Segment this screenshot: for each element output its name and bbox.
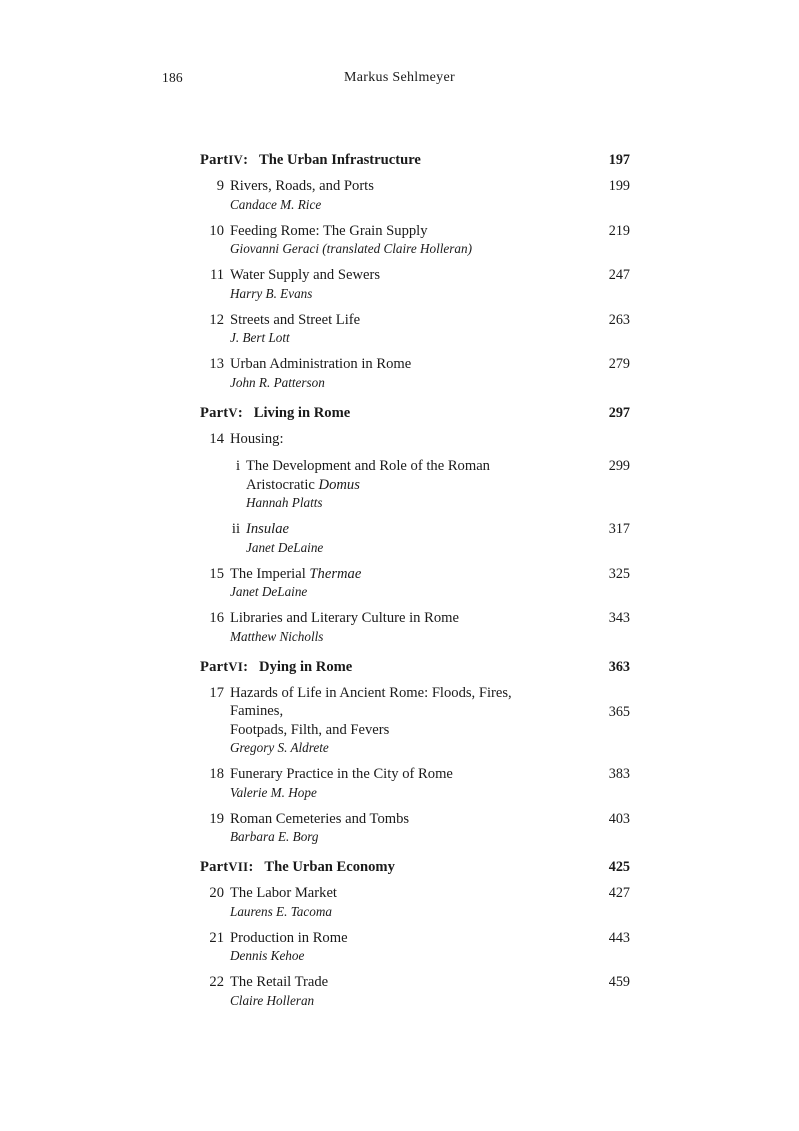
toc-part-heading <box>200 659 630 676</box>
chapter-page-number: 199 <box>608 178 630 194</box>
toc-entry <box>200 810 630 846</box>
chapter-title: Urban Administration in Rome <box>230 356 412 372</box>
subchapter-author: Hannah Platts <box>246 495 323 510</box>
subchapter-page-number: 299 <box>608 458 630 474</box>
part-label: Part <box>200 152 229 168</box>
toc-entry <box>200 609 630 645</box>
chapter-title: Rivers, Roads, and Ports <box>230 178 374 194</box>
chapter-page-number: 219 <box>608 222 630 239</box>
subchapter-number: ii <box>231 521 240 537</box>
toc-entry <box>200 929 630 965</box>
toc-part-heading <box>200 859 630 876</box>
subchapter-author: Janet DeLaine <box>246 539 324 555</box>
chapter-title: Streets and Street Life <box>230 311 361 328</box>
chapter-title: Funerary Practice in the City of Rome <box>230 766 453 782</box>
toc-subentry <box>200 520 630 556</box>
chapter-title-plain: The Imperial <box>230 565 310 582</box>
part-separator: : <box>243 152 249 168</box>
chapter-title <box>230 565 630 584</box>
chapter-number: 20 <box>209 885 224 901</box>
subchapter-title-italic: Domus <box>318 476 360 493</box>
chapter-page-number: 279 <box>608 356 630 372</box>
toc-entry <box>200 177 630 213</box>
chapter-page-number: 403 <box>608 810 630 827</box>
chapter-number: 19 <box>209 810 224 827</box>
toc-entry <box>200 684 630 757</box>
toc-part-heading <box>200 405 630 422</box>
part-separator: : <box>237 404 243 421</box>
chapter-author: Harry B. Evans <box>230 285 313 301</box>
running-head-title: Markus Sehlmeyer <box>344 70 455 85</box>
chapter-page-number: 365 <box>608 703 630 720</box>
part-title: Dying in Rome <box>259 658 353 675</box>
page-folio-number: 186 <box>162 70 183 85</box>
toc-entry <box>200 355 630 391</box>
chapter-title: Production in Rome <box>230 929 348 946</box>
subchapter-title-plain: The Development and Role of the Roman Aristocratic <box>246 458 490 493</box>
toc-entry <box>200 765 630 801</box>
toc-entry <box>200 884 630 920</box>
chapter-number: 16 <box>209 610 224 626</box>
toc-entry <box>200 430 630 449</box>
chapter-number: 15 <box>209 565 224 582</box>
chapter-page-number: 459 <box>608 974 630 990</box>
chapter-number: 17 <box>209 684 224 701</box>
chapter-page-number: 343 <box>608 610 630 626</box>
chapter-number: 13 <box>209 356 224 372</box>
chapter-author: Candace M. Rice <box>230 196 322 212</box>
part-page-number: 425 <box>608 859 630 875</box>
chapter-page-number: 325 <box>608 565 630 582</box>
toc-entry <box>200 222 630 258</box>
part-title: The Urban Economy <box>264 859 395 875</box>
chapter-page-number: 263 <box>608 311 630 328</box>
part-separator: : <box>248 859 254 875</box>
chapter-number: 18 <box>209 766 224 782</box>
chapter-title: Feeding Rome: The Grain Supply <box>230 222 428 239</box>
table-of-contents <box>200 138 630 1009</box>
chapter-number: 14 <box>209 430 224 447</box>
chapter-author: Gregory S. Aldrete <box>230 740 329 755</box>
chapter-author: Valerie M. Hope <box>230 784 317 800</box>
chapter-number: 10 <box>209 222 224 239</box>
chapter-title: Libraries and Literary Culture in Rome <box>230 610 459 626</box>
chapter-number: 21 <box>209 929 224 946</box>
chapter-number: 9 <box>216 178 224 194</box>
running-head <box>0 70 799 90</box>
chapter-title-italic: Thermae <box>309 565 362 582</box>
subchapter-page-number: 317 <box>608 521 630 537</box>
part-numeral: VII <box>228 860 249 874</box>
chapter-author: Laurens E. Tacoma <box>230 903 332 919</box>
part-numeral: VI <box>228 659 244 674</box>
chapter-title: The Labor Market <box>230 885 337 901</box>
toc-subentry <box>200 457 630 511</box>
subchapter-title <box>246 457 630 494</box>
toc-entry <box>200 973 630 1009</box>
part-page-number: 197 <box>608 152 630 168</box>
chapter-page-number: 247 <box>608 267 630 283</box>
chapter-author: J. Bert Lott <box>230 330 290 345</box>
subchapter-number: i <box>235 458 240 474</box>
part-page-number: 297 <box>608 404 630 421</box>
chapter-title-line2: Footpads, Filth, and Fevers <box>230 721 390 738</box>
chapter-author: John R. Patterson <box>230 374 325 390</box>
part-numeral: IV <box>228 153 244 167</box>
chapter-title: Housing: <box>230 430 284 447</box>
part-title: Living in Rome <box>253 404 351 421</box>
chapter-title: Water Supply and Sewers <box>230 267 380 283</box>
chapter-title: Roman Cemeteries and Tombs <box>230 810 410 827</box>
chapter-page-number: 383 <box>608 766 630 782</box>
chapter-author: Giovanni Geraci (translated Claire Holleran) <box>230 241 472 256</box>
part-page-number: 363 <box>608 658 630 675</box>
chapter-author: Janet DeLaine <box>230 584 308 599</box>
chapter-number: 12 <box>209 311 224 328</box>
toc-entry <box>200 565 630 601</box>
chapter-page-number: 427 <box>608 885 630 901</box>
chapter-author: Claire Holleran <box>230 992 315 1008</box>
chapter-author: Barbara E. Borg <box>230 829 319 844</box>
toc-entry <box>200 311 630 347</box>
chapter-number: 22 <box>209 974 224 990</box>
chapter-number: 11 <box>209 267 224 283</box>
toc-entry <box>200 266 630 302</box>
part-title: The Urban Infrastructure <box>259 152 421 168</box>
toc-part-heading <box>200 152 630 169</box>
part-separator: : <box>243 658 249 675</box>
part-numeral: V <box>228 405 238 420</box>
chapter-author: Matthew Nicholls <box>230 628 324 644</box>
part-label: Part <box>200 404 229 421</box>
chapter-author: Dennis Kehoe <box>230 948 305 963</box>
chapter-title: The Retail Trade <box>230 974 329 990</box>
chapter-title-line1: Hazards of Life in Ancient Rome: Floods, Fires, Famines, <box>230 684 512 719</box>
chapter-page-number: 443 <box>608 929 630 946</box>
part-label: Part <box>200 859 229 875</box>
subchapter-title-italic: Insulae <box>246 521 289 537</box>
part-label: Part <box>200 658 229 675</box>
subchapter-title <box>246 520 630 539</box>
